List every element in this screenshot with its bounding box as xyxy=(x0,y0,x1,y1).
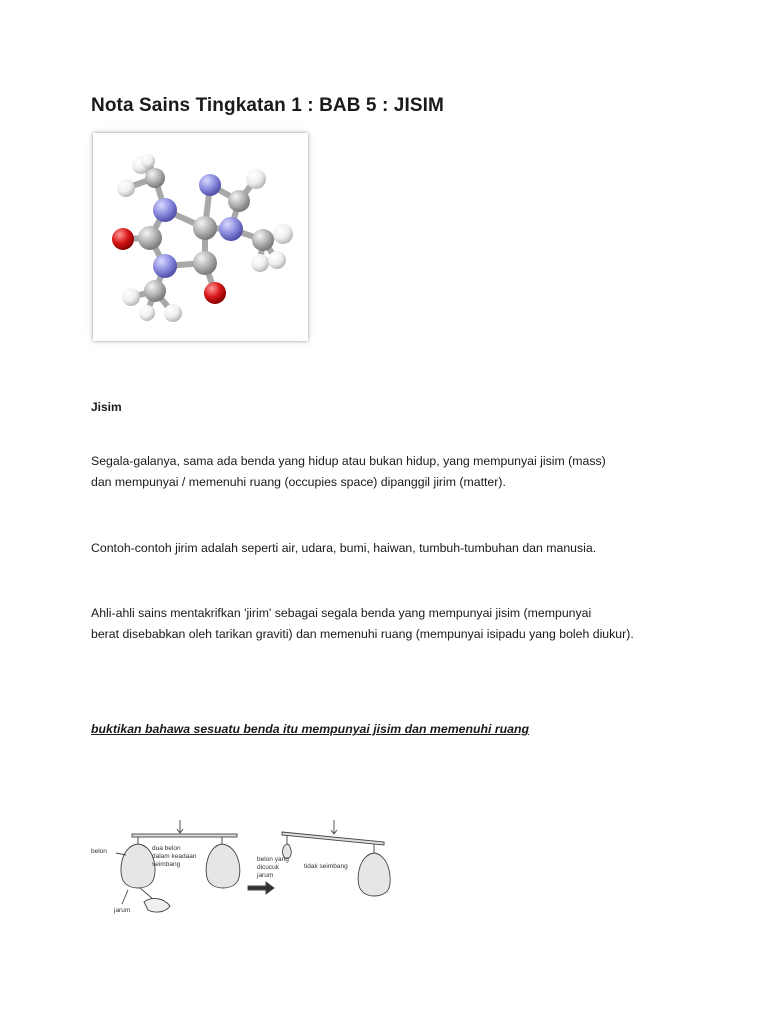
paragraph-scientists xyxy=(91,603,634,645)
label-pierced-balloon: jarum xyxy=(257,872,274,879)
atoms xyxy=(112,154,293,322)
paragraph-line: dan mempunyai / memenuhi ruang (occupies space) dipanggil jirim (matter). xyxy=(91,475,506,489)
paragraph-line: berat disebabkan oleh tarikan graviti) dan memenuhi ruang (mempunyai isipadu yang boleh diukur). xyxy=(91,627,634,641)
paragraph-line: Ahli-ahli sains mentakrifkan 'jirim' sebagai segala benda yang mempunyai jisim (mempunyai xyxy=(91,606,592,620)
label-pierced-balloon: belon yang xyxy=(257,856,289,863)
paragraph-examples xyxy=(91,538,596,559)
molecule-illustration xyxy=(93,133,308,341)
section-heading: Jisim xyxy=(91,400,122,414)
experiment-subheading: buktikan bahawa sesuatu benda itu mempunyai jisim dan memenuhi ruang xyxy=(91,722,529,736)
label-unbalanced: tidak seimbang xyxy=(304,863,348,870)
label-pierced-balloon: dicucuk xyxy=(257,864,280,871)
balloon-experiment-diagram xyxy=(82,818,392,930)
label-two-balloons: dalam keadaan xyxy=(152,853,197,860)
paragraph-line: Contoh-contoh jirim adalah seperti air, udara, bumi, haiwan, tumbuh-tumbuhan dan manusia. xyxy=(91,541,597,555)
label-two-balloons: dua belon xyxy=(152,845,181,852)
page-title: Nota Sains Tingkatan 1 : BAB 5 : JISIM xyxy=(91,95,444,116)
caffeine-molecule-image xyxy=(93,133,308,341)
label-needle: jarum xyxy=(114,907,131,914)
label-two-balloons: seimbang xyxy=(152,861,181,868)
label-balloon: belon xyxy=(91,848,107,855)
balloon-illustration xyxy=(82,818,392,930)
paragraph-definition xyxy=(91,451,606,493)
paragraph-line: Segala-galanya, sama ada benda yang hidup atau bukan hidup, yang mempunyai jisim (mass) xyxy=(91,454,606,468)
